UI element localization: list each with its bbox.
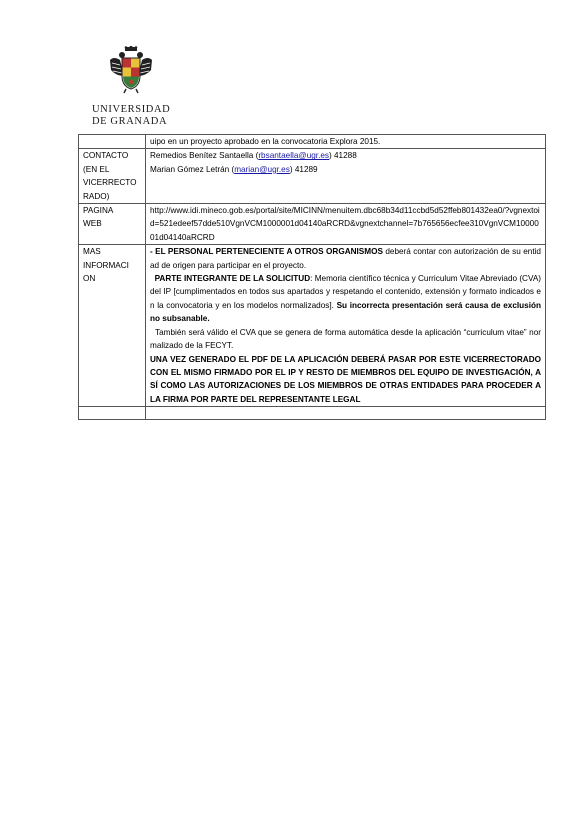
info-table [78, 134, 546, 420]
table-row [79, 245, 546, 407]
university-crest-icon [108, 46, 154, 94]
mas-informacion-label: MAS INFORMACI ON [79, 245, 146, 407]
table-row [79, 135, 546, 149]
table-row [79, 407, 546, 420]
table-row [79, 204, 546, 245]
row-value-continued: uipo en un proyecto aprobado en la convocatoria Explora 2015. [146, 135, 546, 149]
contact-person-1: Remedios Benítez Santaella (rbsantaella@ugr.es) 41288 [150, 151, 357, 161]
university-name [92, 104, 187, 127]
table-row [79, 149, 546, 204]
university-name-line2: DE GRANADA [92, 115, 168, 127]
email-link-2[interactable]: marian@ugr.es [234, 164, 290, 174]
email-link-1[interactable]: rbsantaella@ugr.es [258, 151, 329, 161]
university-name-line1: UNIVERSIDAD [92, 104, 171, 115]
contacto-label: CONTACTO (EN EL VICERRECTO RADO) [79, 149, 146, 204]
pagina-web-label: PAGINA WEB [79, 204, 146, 245]
contacto-value [146, 149, 546, 204]
mas-informacion-value [146, 245, 546, 407]
pagina-web-url[interactable]: http://www.idi.mineco.gob.es/portal/site/MICINN/menuitem.dbc68b34d11ccbd5d52ffeb801432ea0/?vgnextoid=521edeef57dde510VgnVCM1000001d04140aRCRD&vgnextchannel=7b765656ecfee310VgnVCM1000001d04140aRCRD [146, 204, 546, 245]
empty-cell [146, 407, 546, 420]
info-paragraph-4: UNA VEZ GENERADO EL PDF DE LA APLICACIÓN DEBERÁ PASAR POR ESTE VICERRECTORADO CON EL MISMO FIRMADO POR EL IP Y RESTO DE MIEMBROS DEL EQUIPO DE INVESTIGACIÓN, ASÍ COMO LAS AUTORIZACIONES DE LOS MIEMBROS DE OTRAS ENTIDADES PARA PROCEDER A LA FIRMA POR PARTE DEL REPRESENTANTE LEGAL [150, 354, 541, 404]
info-paragraph-3: También será válido el CVA que se genera de forma automática desde la aplicación “curriculum vitae” normalizado de la FECYT. [150, 327, 541, 351]
empty-cell [79, 407, 146, 420]
row-label-empty [79, 135, 146, 149]
contact-person-2: Marian Gómez Letrán (marian@ugr.es) 41289 [150, 164, 318, 174]
info-paragraph-1: - EL PERSONAL PERTENECIENTE A OTROS ORGANISMOS deberá contar con autorización de su entidad de origen para participar en el proyecto. [150, 247, 541, 270]
info-paragraph-2: PARTE INTEGRANTE DE LA SOLICITUD: Memoria científico técnica y Curriculum Vitae Abreviado (CVA) del IP [cumplimentados en todos sus apartados y respetando el contenido, extensión y formato indicados en la convocatoria y en los modelos normalizados]. Su incorrecta presentación será causa de exclusión no subsanable. [150, 274, 542, 324]
